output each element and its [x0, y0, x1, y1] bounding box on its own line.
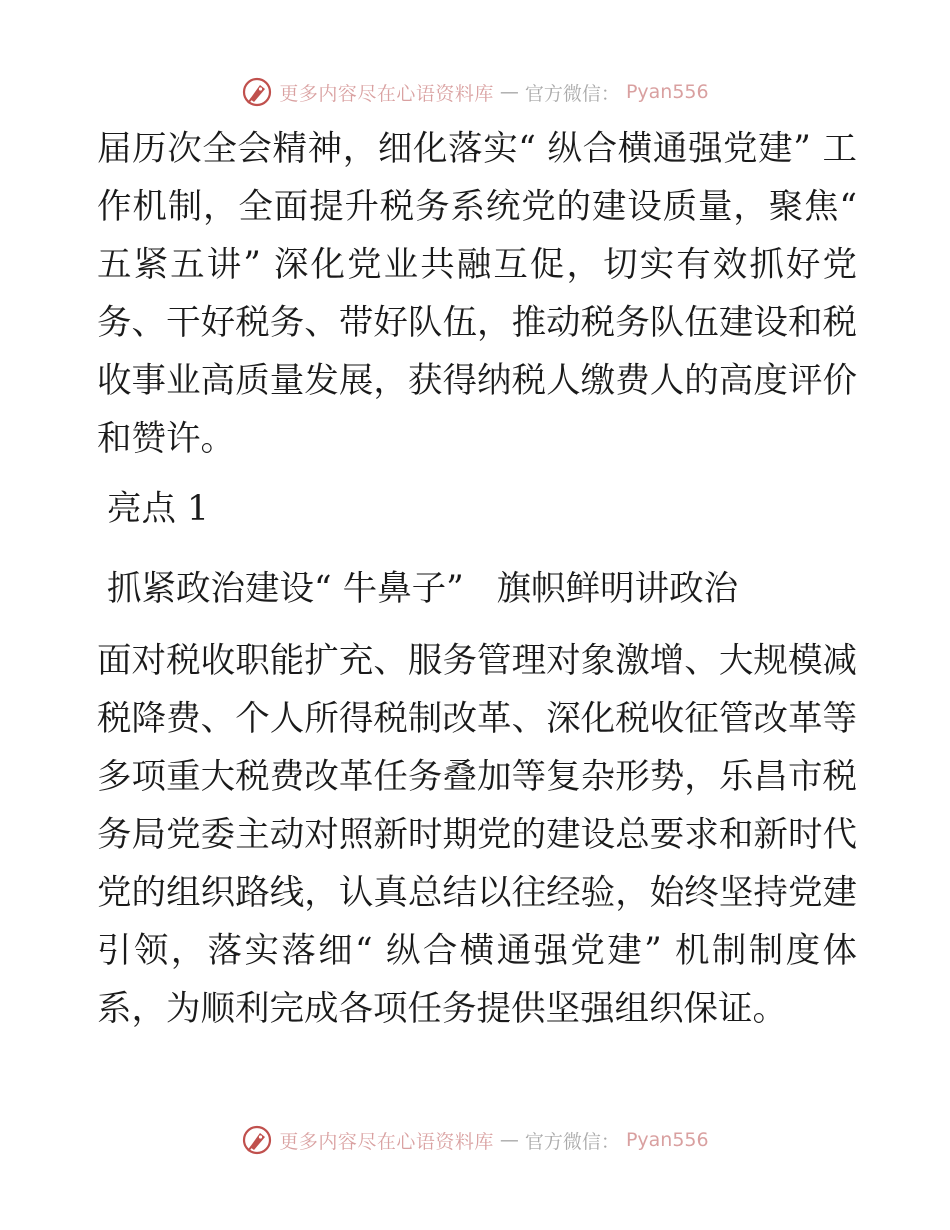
banner-dash: — — [499, 81, 519, 103]
header-banner — [0, 72, 950, 112]
banner-wechat-label: 官方微信： — [524, 1130, 620, 1153]
highlight-label: 亮点 1 — [107, 489, 209, 529]
banner-site-name: 更多内容尽在心语资料库 — [279, 82, 494, 105]
pen-nib-logo-icon — [241, 76, 273, 108]
banner-wechat-id: Pyan556 — [625, 81, 709, 103]
document-body — [97, 120, 857, 1038]
body-paragraph-1: 届历次全会精神，细化落实“ 纵合横通强党建” 工作机制，全面提升税务系统党的建设质量，聚焦“ 五紧五讲” 深化党业共融互促，切实有效抓好党务、干好税务、带好队伍，推动税务队伍建设和税收事业高质量发展，获得纳税人缴费人的高度评价和赞许。 — [97, 129, 857, 459]
pen-nib-logo-icon — [241, 1124, 273, 1156]
banner-wechat-label: 官方微信： — [524, 82, 620, 105]
footer-banner — [0, 1120, 950, 1160]
banner-dash: — — [499, 1129, 519, 1151]
body-paragraph-2: 面对税收职能扩充、服务管理对象激增、大规模减税降费、个人所得税制改革、深化税收征管改革等多项重大税费改革任务叠加等复杂形势，乐昌市税务局党委主动对照新时期党的建设总要求和新时代党的组织路线，认真总结以往经验，始终坚持党建引领，落实落细“ 纵合横通强党建” 机制制度体系，为顺利完成各项任务提供坚强组织保证。 — [97, 641, 857, 1029]
section-heading: 抓紧政治建设“ 牛鼻子” 旗帜鲜明讲政治 — [107, 569, 739, 609]
banner-site-name: 更多内容尽在心语资料库 — [279, 1130, 494, 1153]
banner-wechat-id: Pyan556 — [625, 1129, 709, 1151]
